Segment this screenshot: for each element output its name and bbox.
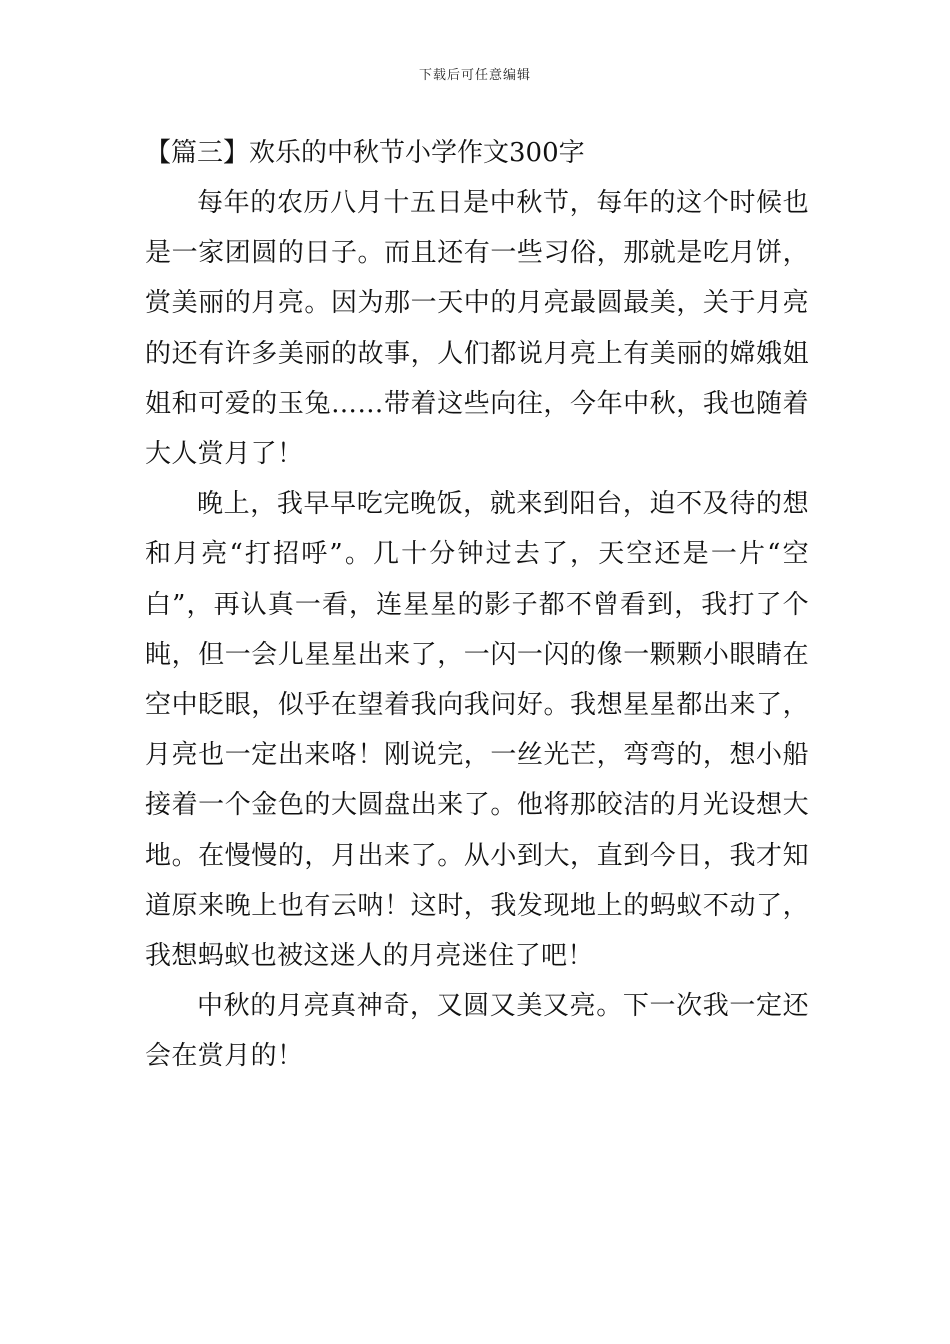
paragraph-2: 晚上，我早早吃完晚饭，就来到阳台，迫不及待的想和月亮“打招呼”。几十分钟过去了，天空还是一片“空白”，再认真一看，连星星的影子都不曾看到，我打了个盹，但一会儿星星出来了，一闪一闪的像一颗颗小眼睛在空中眨眼，似乎在望着我向我问好。我想星星都出来了，月亮也一定出来咯！刚说完，一丝光芒，弯弯的，想小船接着一个金色的大圆盘出来了。他将那皎洁的月光设想大地。在慢慢的，月出来了。从小到大，直到今日，我才知道原来晚上也有云呐！这时，我发现地上的蚂蚁不动了，我想蚂蚁也被这迷人的月亮迷住了吧！ [145,489,809,972]
article-body [145,128,809,1082]
article-title: 【篇三】欢乐的中秋节小学作文300字 [145,138,585,168]
header-note: 下载后可任意编辑 [418,68,531,83]
paragraph-1: 每年的农历八月十五日是中秋节，每年的这个时候也是一家团圆的日子。而且还有一些习俗，那就是吃月饼，赏美丽的月亮。因为那一天中的月亮最圆最美，关于月亮的还有许多美丽的故事，人们都说月亮上有美丽的嫦娥姐姐和可爱的玉兔……带着这些向往，今年中秋，我也随着大人赏月了！ [145,188,809,470]
paragraph-3: 中秋的月亮真神奇，又圆又美又亮。下一次我一定还会在赏月的！ [145,991,809,1072]
